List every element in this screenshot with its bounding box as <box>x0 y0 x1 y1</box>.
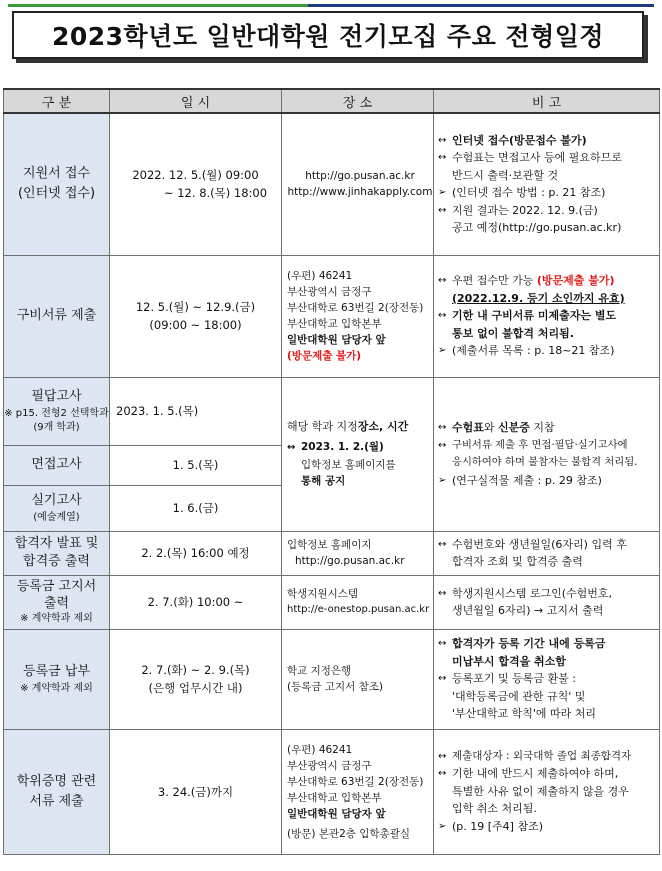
row-place <box>282 113 434 255</box>
row-date: 2023. 1. 5.(목) <box>110 377 282 445</box>
row-date: 1. 5.(목) <box>110 445 282 485</box>
arrow-bullet-icon: ↔ <box>438 538 447 550</box>
page-title: 2023학년도 일반대학원 전기모집 주요 전형일정 <box>12 11 644 59</box>
arrow-bullet-icon: ↔ <box>438 768 447 780</box>
arrow-bullet-icon: ↔ <box>438 422 447 433</box>
row-note: ↔ 합격자가 등록 기간 내에 등록금 미납부시 합격을 취소함 ↔ 등록포기 및 등록금 환불 : '대학등록금에 관한 규칙' 및 '부산대학교 학칙'에 따라 처리 <box>434 629 660 729</box>
row-place: (우편) 46241 부산광역시 금정구 부산대학로 63번길 2(장전동) 부산대학교 입학본부 일반대학원 담당자 앞 (방문제출 불가) <box>282 255 434 377</box>
row-label: 합격자 발표 및 합격증 출력 <box>4 531 110 575</box>
row-place: (우편) 46241 부산광역시 금정구 부산대학로 63번길 2(장전동) 부산대학교 입학본부 일반대학원 담당자 앞 (방문) 본관2층 입학총괄실 <box>282 729 434 854</box>
arrow-bullet-icon: ↔ <box>438 638 447 650</box>
header-note: 비 고 <box>434 89 660 113</box>
row-note: ↔ 수험번호와 생년월일(6자리) 입력 후 합격자 조회 및 합격증 출력 <box>434 531 660 575</box>
url-link[interactable]: http://e-onestop.pusan.ac.kr <box>287 604 430 615</box>
table-row <box>4 377 660 445</box>
arrow-bullet-icon: ↔ <box>438 204 447 216</box>
row-label: 지원서 접수 (인터넷 접수) <box>4 113 110 255</box>
row-date: 2. 2.(목) 16:00 예정 <box>110 531 282 575</box>
row-date: 12. 5.(월) ~ 12.9.(금) (09:00 ~ 18:00) <box>110 255 282 377</box>
url-link[interactable]: http://www.jinhakapply.com <box>287 186 433 199</box>
arrow-bullet-icon: ↔ <box>438 275 447 287</box>
row-date: 2022. 12. 5.(월) 09:00 ~ 12. 8.(목) 18:00 <box>110 113 282 255</box>
table-row <box>4 255 660 377</box>
header-place: 장 소 <box>282 89 434 113</box>
table-row <box>4 629 660 729</box>
row-date: 2. 7.(화) 10:00 ~ <box>110 575 282 629</box>
row-label: 실기고사 (예술계열) <box>4 485 110 531</box>
row-note: ↔ 수험표와 신분증 지참 ↔ 구비서류 제출 후 면접·필답·실기고사에 응시하여야 하며 불참자는 불합격 처리됨. ➢ (연구실적물 제출 : p. 29 참조) <box>434 377 660 531</box>
table-row <box>4 531 660 575</box>
url-link[interactable]: http://go.pusan.ac.kr <box>305 170 415 183</box>
row-note: ↔ 제출대상자 : 외국대학 졸업 최종합격자 ↔ 기한 내에 반드시 제출하여야 하며, 특별한 사유 없이 제출하지 않을 경우 입학 취소 처리됨. ➢ (p. 19 [주4] 참조) <box>434 729 660 854</box>
row-label: 등록금 납부 ※ 계약학과 제외 <box>4 629 110 729</box>
arrow-bullet-icon: ↔ <box>438 310 447 322</box>
row-note: ↔ 학생지원시스템 로그인(수험번호, 생년월일 6자리) → 고지서 출력 <box>434 575 660 629</box>
arrow-bullet-icon: ↔ <box>438 439 447 451</box>
triangle-bullet-icon: ➢ <box>438 474 447 486</box>
row-label: 면접고사 <box>4 445 110 485</box>
header-category: 구 분 <box>4 89 110 113</box>
row-label: 등록금 고지서 출력 ※ 계약학과 제외 <box>4 575 110 629</box>
triangle-bullet-icon: ➢ <box>438 187 447 199</box>
row-date: 3. 24.(금)까지 <box>110 729 282 854</box>
row-note: ↔ 인터넷 접수(방문접수 불가) ↔ 수험표는 면접고사 등에 필요하므로 반드시 출력·보관할 것 ➢ (인터넷 접수 방법 : p. 21 참조) ↔ 지원 결과는 2022. 12. 9.(금) 공고 예정(http://go.pusan.ac.kr) <box>434 113 660 255</box>
top-accent-bar <box>8 4 654 7</box>
table-row <box>4 575 660 629</box>
triangle-bullet-icon: ➢ <box>438 820 447 832</box>
url-link[interactable]: http://go.pusan.ac.kr <box>295 555 405 567</box>
row-place: 학생지원시스템 http://e-onestop.pusan.ac.kr <box>282 575 434 629</box>
table-row <box>4 729 660 854</box>
arrow-bullet-icon: ↔ <box>287 442 296 454</box>
row-label: 구비서류 제출 <box>4 255 110 377</box>
row-date: 2. 7.(화) ~ 2. 9.(목) (은행 업무시간 내) <box>110 629 282 729</box>
row-place: 입학정보 홈페이지 http://go.pusan.ac.kr <box>282 531 434 575</box>
arrow-bullet-icon: ↔ <box>438 587 447 599</box>
arrow-bullet-icon: ↔ <box>438 134 447 146</box>
triangle-bullet-icon: ➢ <box>438 345 447 357</box>
arrow-bullet-icon: ↔ <box>438 152 447 164</box>
table-row <box>4 113 660 255</box>
row-place: 해당 학과 지정장소, 시간 ↔ 2023. 1. 2.(월) 입학정보 홈페이지를 통해 공지 <box>282 377 434 531</box>
schedule-table <box>3 88 660 855</box>
row-date: 1. 6.(금) <box>110 485 282 531</box>
arrow-bullet-icon: ↔ <box>438 673 447 685</box>
row-note: ↔ 우편 접수만 가능 (방문제출 불가) (2022.12.9. 등기 소인까지 유효) ↔ 기한 내 구비서류 미제출자는 별도 통보 없이 불합격 처리됨. ➢ (제출서류 목록 : p. 18~21 참조) <box>434 255 660 377</box>
header-datetime: 일 시 <box>110 89 282 113</box>
row-label: 학위증명 관련 서류 제출 <box>4 729 110 854</box>
row-label: 필답고사 ※ p15. 전형2 선택학과 (9개 학과) <box>4 377 110 445</box>
table-header-row <box>4 89 660 113</box>
arrow-bullet-icon: ↔ <box>438 750 447 762</box>
row-place: 학교 지정은행 (등록금 고지서 참조) <box>282 629 434 729</box>
